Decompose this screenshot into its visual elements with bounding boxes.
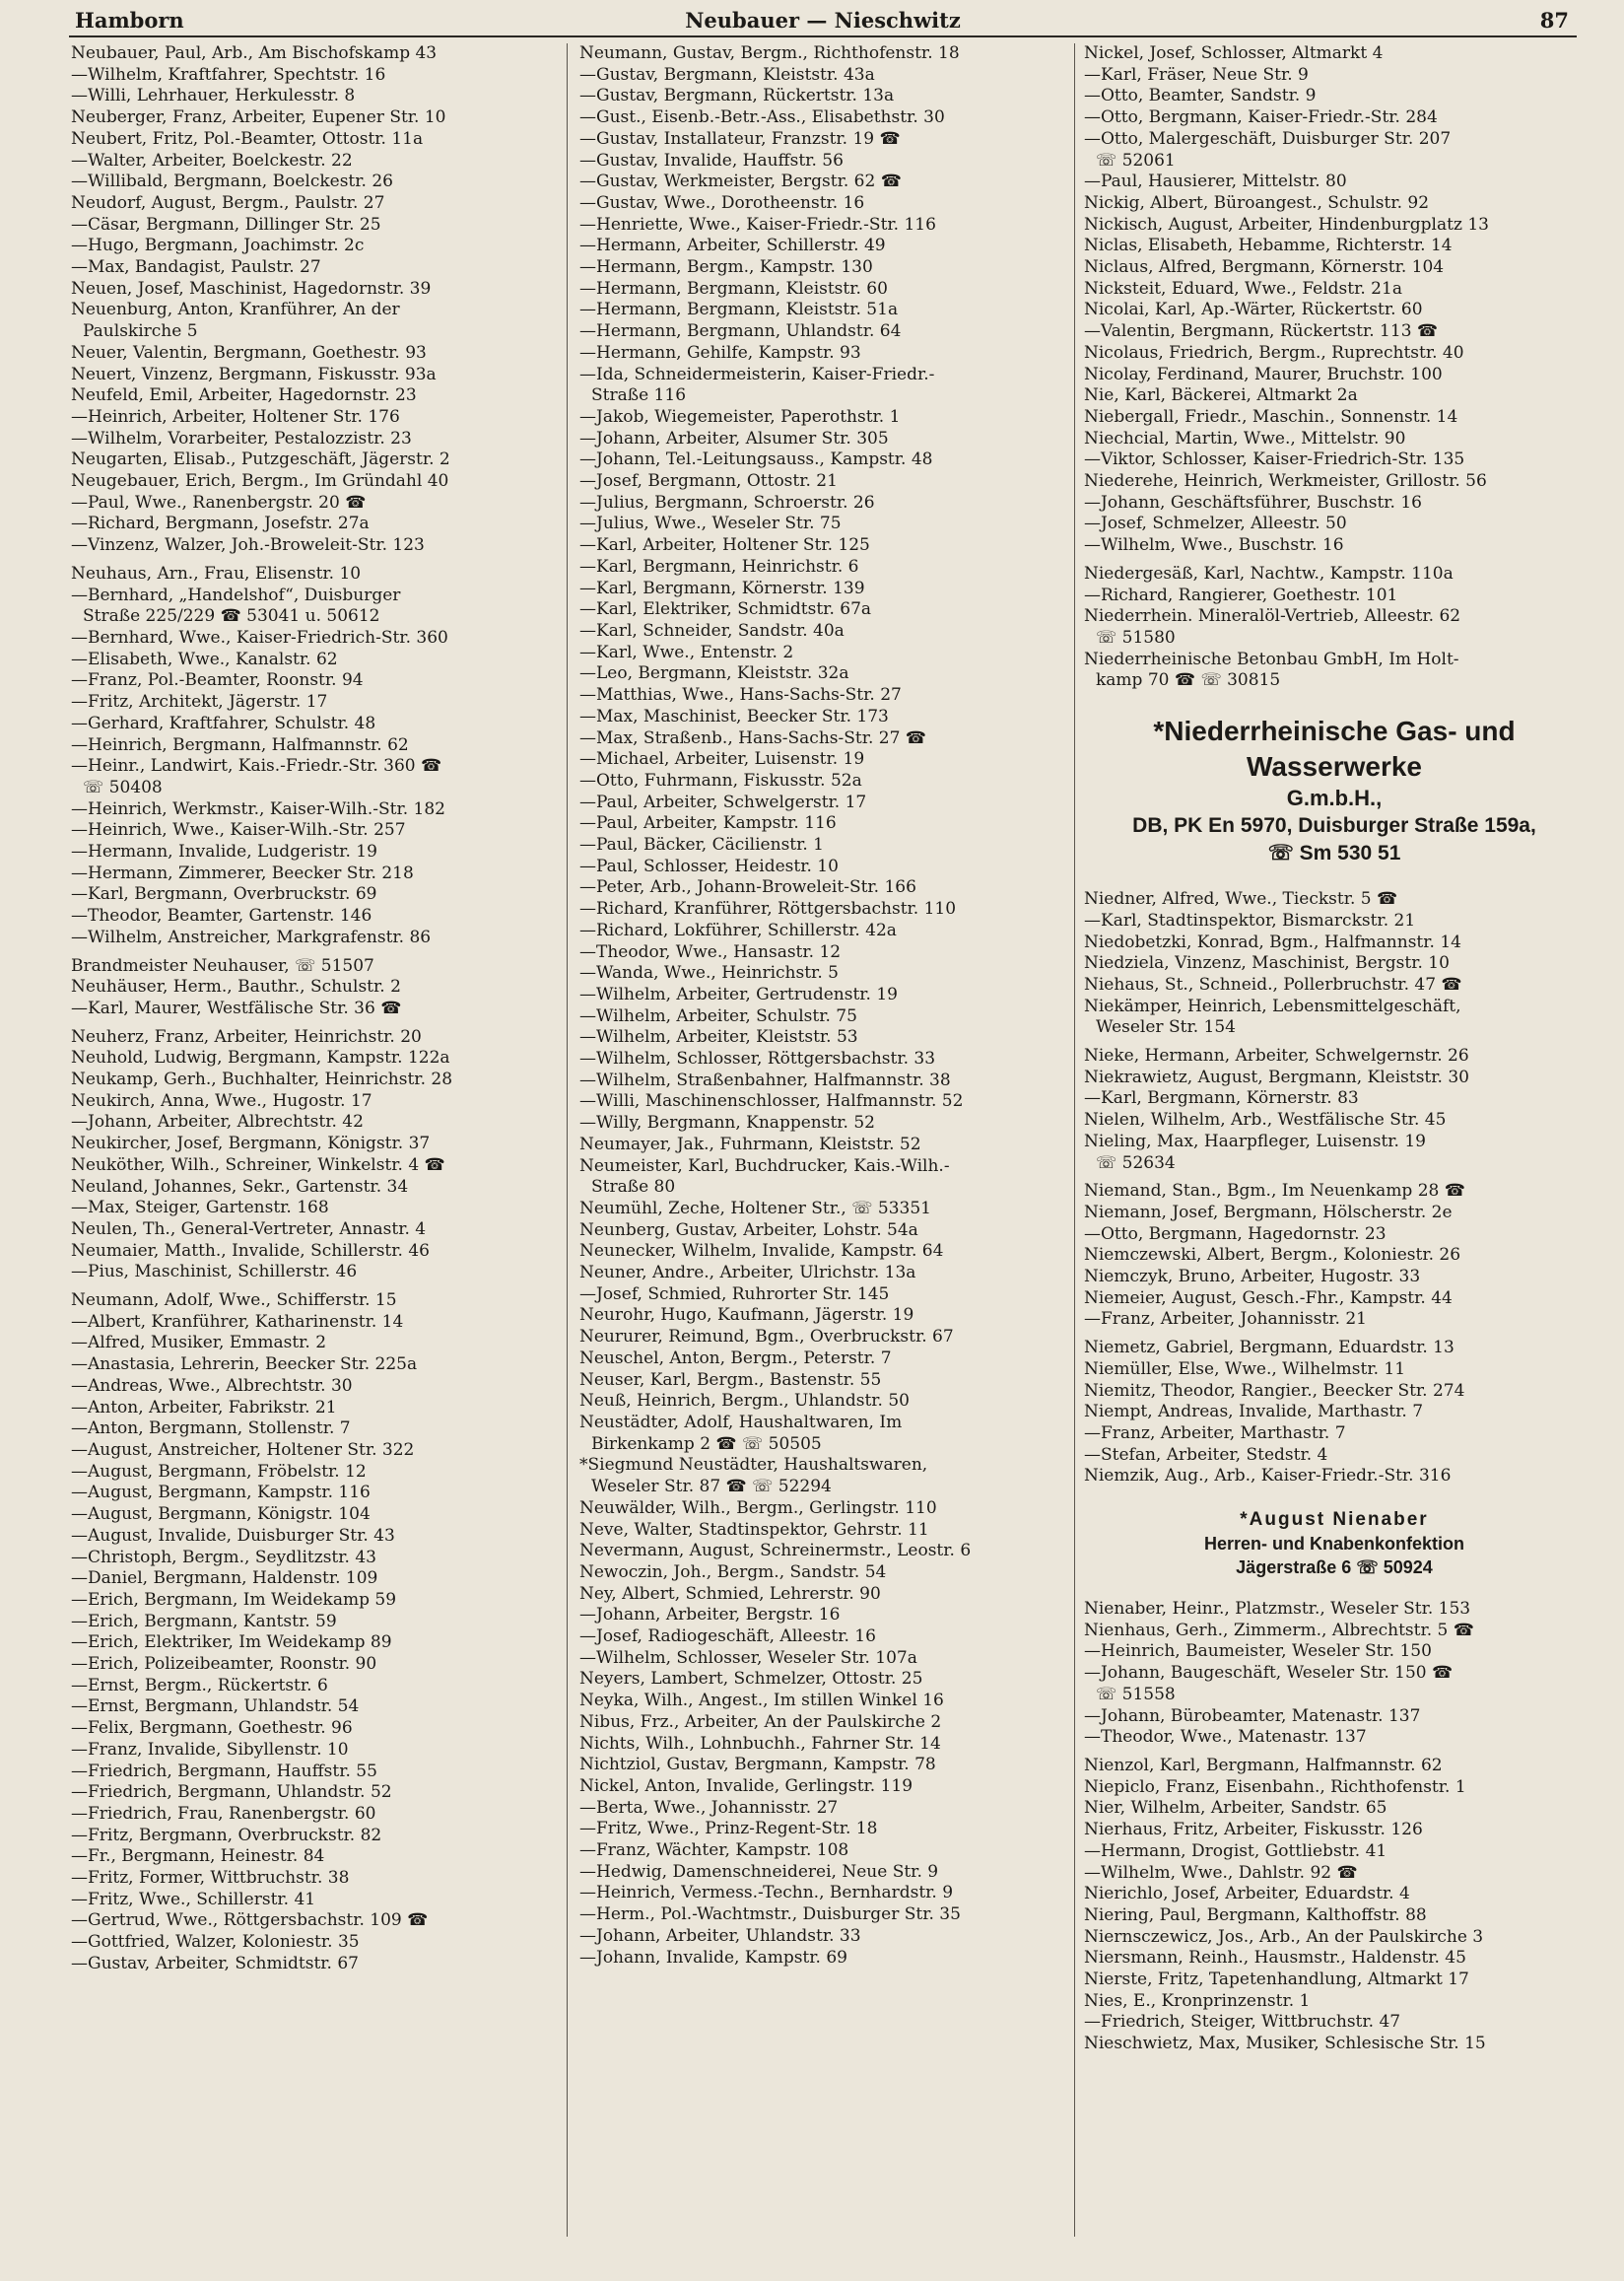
directory-entry: —Theodor, Beamter, Gartenstr. 146 [71, 906, 372, 927]
directory-entry: —Karl, Arbeiter, Holtener Str. 125 [579, 535, 870, 556]
directory-entry: Niempt, Andreas, Invalide, Marthastr. 7 [1084, 1402, 1424, 1422]
directory-entry: Neve, Walter, Stadtinspektor, Gehrstr. 11 [579, 1519, 929, 1540]
directory-entry: Neurohr, Hugo, Kaufmann, Jägerstr. 19 [579, 1305, 914, 1326]
directory-entry: Nichtziol, Gustav, Bergmann, Kampstr. 78 [579, 1755, 936, 1775]
directory-entry: Nicksteit, Eduard, Wwe., Feldstr. 21a [1084, 278, 1402, 299]
directory-entry: —Gustav, Arbeiter, Schmidtstr. 67 [71, 1953, 359, 1973]
directory-entry: —Richard, Kranführer, Röttgersbachstr. 110 [579, 899, 957, 920]
directory-entry: —Peter, Arb., Johann-Broweleit-Str. 166 [579, 877, 916, 898]
directory-entry: —August, Invalide, Duisburger Str. 43 [71, 1525, 395, 1546]
column-1 [71, 43, 552, 2271]
directory-entry: —Heinrich, Wwe., Kaiser-Wilh.-Str. 257 [71, 820, 406, 841]
directory-entry: —Gertrud, Wwe., Röttgersbachstr. 109 ☎ [71, 1910, 429, 1931]
directory-entry: Neufeld, Emil, Arbeiter, Hagedornstr. 23 [71, 385, 417, 406]
page-number: 87 [1539, 8, 1569, 33]
directory-entry: —Franz, Arbeiter, Marthastr. 7 [1084, 1422, 1346, 1443]
entry-gap [71, 1283, 552, 1290]
directory-entry: —Wilhelm, Straßenbahner, Halfmannstr. 38 [579, 1070, 951, 1090]
directory-entry: Niclaus, Alfred, Bergmann, Körnerstr. 104 [1084, 257, 1445, 278]
directory-entry: Niedergesäß, Karl, Nachtw., Kampstr. 110a [1084, 563, 1454, 584]
directory-entry: —Herm., Pol.-Wachtmstr., Duisburger Str. 35 [579, 1904, 961, 1925]
directory-entry: Neuert, Vinzenz, Bergmann, Fiskusstr. 93a [71, 364, 437, 384]
directory-entry: —Willi, Lehrhauer, Herkulesstr. 8 [71, 86, 356, 106]
directory-entry: —Walter, Arbeiter, Boelckestr. 22 [71, 150, 353, 171]
directory-entry: —Julius, Bergmann, Schroerstr. 26 [579, 492, 875, 513]
directory-entry: Nies, E., Kronprinzenstr. 1 [1084, 1990, 1311, 2011]
ad-line: Jägerstraße 6 ☏ 50924 [1236, 1557, 1433, 1578]
directory-entry: Neunecker, Wilhelm, Invalide, Kampstr. 64 [579, 1241, 944, 1262]
directory-entry: Niemann, Josef, Bergmann, Hölscherstr. 2e [1084, 1202, 1453, 1222]
directory-entry: —August, Anstreicher, Holtener Str. 322 [71, 1440, 415, 1460]
directory-entry: —Matthias, Wwe., Hans-Sachs-Str. 27 [579, 685, 902, 706]
directory-entry: Neumann, Gustav, Bergm., Richthofenstr. 18 [579, 43, 960, 63]
directory-entry: Niedziela, Vinzenz, Maschinist, Bergstr. 10 [1084, 953, 1450, 974]
directory-entry: —Erich, Bergmann, Kantstr. 59 [71, 1611, 337, 1631]
directory-entry: —Henriette, Wwe., Kaiser-Friedr.-Str. 116 [579, 214, 936, 235]
directory-entry: —Franz, Invalide, Sibyllenstr. 10 [71, 1739, 349, 1760]
directory-entry: —Leo, Bergmann, Kleiststr. 32a [579, 663, 849, 684]
directory-entry: —Wanda, Wwe., Heinrichstr. 5 [579, 963, 839, 984]
directory-entry: —Richard, Rangierer, Goethestr. 101 [1084, 585, 1398, 605]
directory-entry: Neuwälder, Wilh., Bergm., Gerlingstr. 110 [579, 1497, 937, 1518]
directory-entry: Neubauer, Paul, Arb., Am Bischofskamp 43 [71, 43, 438, 63]
ad-line: ☏ Sm 530 51 [1267, 842, 1401, 865]
entry-gap [1084, 1039, 1585, 1046]
column-2 [579, 43, 1066, 2271]
header-range: Neubauer — Nieschwitz [685, 8, 961, 33]
directory-entry: Nielen, Wilhelm, Arb., Westfälische Str. 45 [1084, 1110, 1447, 1131]
directory-entry: Neuschel, Anton, Bergm., Peterstr. 7 [579, 1348, 892, 1368]
directory-entry: Neuenburg, Anton, Kranführer, An der [71, 300, 400, 320]
directory-entry: Nickel, Anton, Invalide, Gerlingstr. 119 [579, 1775, 914, 1796]
directory-entry: —Hugo, Bergmann, Joachimstr. 2c [71, 236, 365, 256]
directory-entry: —Albert, Kranführer, Katharinenstr. 14 [71, 1311, 404, 1332]
directory-entry: —Otto, Beamter, Sandstr. 9 [1084, 86, 1317, 106]
directory-entry: —Karl, Schneider, Sandstr. 40a [579, 620, 845, 641]
directory-entry: —Johann, Arbeiter, Alsumer Str. 305 [579, 428, 889, 449]
directory-entry: Niederehe, Heinrich, Werkmeister, Grillostr. 56 [1084, 471, 1487, 492]
directory-entry: —Johann, Geschäftsführer, Buschstr. 16 [1084, 492, 1422, 513]
directory-entry: Nierichlo, Josef, Arbeiter, Eduardstr. 4 [1084, 1884, 1410, 1904]
directory-entry: —Fr., Bergmann, Heinestr. 84 [71, 1846, 325, 1867]
directory-entry: Neyka, Wilh., Angest., Im stillen Winkel 16 [579, 1691, 944, 1711]
directory-entry: —Anton, Arbeiter, Fabrikstr. 21 [71, 1397, 337, 1417]
directory-entry: —Willy, Bergmann, Knappenstr. 52 [579, 1113, 875, 1134]
column-divider [1074, 43, 1075, 2237]
directory-entry: —Wilhelm, Kraftfahrer, Spechtstr. 16 [71, 64, 386, 85]
directory-entry: —Richard, Bergmann, Josefstr. 27a [71, 514, 370, 534]
directory-entry: —Bernhard, „Handelshof“, Duisburger [71, 585, 401, 605]
directory-entry: —Karl, Bergmann, Heinrichstr. 6 [579, 556, 859, 577]
directory-entry: Niemitz, Theodor, Rangier., Beecker Str. 274 [1084, 1380, 1465, 1401]
directory-entry: Niekrawietz, August, Bergmann, Kleiststr. 30 [1084, 1067, 1469, 1087]
directory-entry: —Karl, Elektriker, Schmidtstr. 67a [579, 599, 872, 620]
directory-entry: Nienaber, Heinr., Platzmstr., Weseler Str. 153 [1084, 1599, 1471, 1620]
directory-entry: Neumann, Adolf, Wwe., Schifferstr. 15 [71, 1290, 397, 1311]
directory-entry: Niepiclo, Franz, Eisenbahn., Richthofenstr. 1 [1084, 1776, 1466, 1797]
directory-entry: —Hermann, Zimmerer, Beecker Str. 218 [71, 863, 414, 883]
directory-entry: —Heinrich, Baumeister, Weseler Str. 150 [1084, 1641, 1432, 1662]
directory-entry: —Willi, Maschinenschlosser, Halfmannstr. 52 [579, 1091, 964, 1112]
directory-entry: Nieschwietz, Max, Musiker, Schlesische Str. 15 [1084, 2034, 1486, 2054]
directory-entry: Nienzol, Karl, Bergmann, Halfmannstr. 62 [1084, 1756, 1443, 1775]
directory-entry: —Ida, Schneidermeisterin, Kaiser-Friedr.- [579, 364, 935, 384]
directory-entry: —Willibald, Bergmann, Boelckestr. 26 [71, 172, 393, 192]
directory-entry: —Gustav, Bergmann, Kleiststr. 43a [579, 64, 875, 85]
directory-entry: Neuer, Valentin, Bergmann, Goethestr. 93 [71, 342, 427, 363]
directory-entry: —Wilhelm, Arbeiter, Kleiststr. 53 [579, 1027, 858, 1048]
directory-entry: —Ernst, Bergm., Rückertstr. 6 [71, 1675, 328, 1695]
entry-continuation: Straße 116 [591, 385, 687, 406]
directory-entry: Niemczyk, Bruno, Arbeiter, Hugostr. 33 [1084, 1267, 1421, 1287]
directory-entry: —Richard, Lokführer, Schillerstr. 42a [579, 920, 897, 940]
directory-entry: —Wilhelm, Arbeiter, Schulstr. 75 [579, 1005, 857, 1026]
directory-entry: —Gustav, Installateur, Franzstr. 19 ☎ [579, 128, 901, 149]
directory-entry: —Johann, Baugeschäft, Weseler Str. 150 ☎ [1084, 1663, 1454, 1684]
directory-entry: —Karl, Fräser, Neue Str. 9 [1084, 64, 1309, 85]
entry-gap [71, 1020, 552, 1027]
directory-entry: —Hermann, Bergm., Kampstr. 130 [579, 257, 873, 278]
directory-entry: —Wilhelm, Wwe., Dahlstr. 92 ☎ [1084, 1862, 1358, 1883]
entry-continuation: ☏ 52061 [1096, 150, 1176, 171]
directory-entry: Nickisch, August, Arbeiter, Hindenburgplatz 13 [1084, 214, 1489, 235]
directory-entry: —Fritz, Wwe., Prinz-Regent-Str. 18 [579, 1819, 878, 1839]
directory-entry: Neubert, Fritz, Pol.-Beamter, Ottostr. 11a [71, 128, 424, 149]
entry-continuation: ☏ 51558 [1096, 1684, 1176, 1704]
directory-entry: Niekämper, Heinrich, Lebensmittelgeschäft, [1084, 996, 1461, 1016]
directory-entry: —Paul, Wwe., Ranenbergstr. 20 ☎ [71, 492, 367, 513]
directory-entry: Niemzik, Aug., Arb., Kaiser-Friedr.-Str. 316 [1084, 1466, 1452, 1486]
directory-entry: —Anastasia, Lehrerin, Beecker Str. 225a [71, 1354, 418, 1375]
directory-entry: —Josef, Schmied, Ruhrorter Str. 145 [579, 1283, 890, 1304]
directory-entry: Neuner, Andre., Arbeiter, Ulrichstr. 13a [579, 1263, 916, 1283]
entry-continuation: Straße 80 [591, 1177, 676, 1198]
header-city: Hamborn [75, 8, 184, 33]
directory-entry: —Hermann, Gehilfe, Kampstr. 93 [579, 342, 861, 363]
entry-gap [71, 557, 552, 564]
entry-gap [71, 949, 552, 956]
entry-gap [1084, 557, 1585, 564]
directory-entry: —Friedrich, Bergmann, Hauffstr. 55 [71, 1761, 377, 1781]
directory-entry: Neuherz, Franz, Arbeiter, Heinrichstr. 20 [71, 1026, 422, 1047]
directory-entry: —Pius, Maschinist, Schillerstr. 46 [71, 1262, 358, 1282]
directory-entry: Neuhäuser, Herm., Bauthr., Schulstr. 2 [71, 977, 401, 998]
directory-entry: —Johann, Arbeiter, Bergstr. 16 [579, 1605, 841, 1625]
column-divider [567, 43, 568, 2237]
directory-entry: —Karl, Bergmann, Overbruckstr. 69 [71, 884, 377, 905]
directory-entry: Nieke, Hermann, Arbeiter, Schwelgernstr. 26 [1084, 1046, 1469, 1067]
ad-line: G.m.b.H., [1286, 786, 1383, 811]
directory-entry: —Erich, Bergmann, Im Weidekamp 59 [71, 1589, 397, 1610]
ad-line: *Niederrheinische Gas- und Wasserwerke [1153, 716, 1516, 783]
directory-entry: —Fritz, Wwe., Schillerstr. 41 [71, 1889, 316, 1909]
directory-entry: —Hermann, Drogist, Gottliebstr. 41 [1084, 1840, 1387, 1861]
directory-entry: Neukircher, Josef, Bergmann, Königstr. 37 [71, 1134, 431, 1154]
directory-entry: —Gustav, Werkmeister, Bergstr. 62 ☎ [579, 172, 902, 192]
directory-entry: —Paul, Arbeiter, Kampstr. 116 [579, 813, 837, 834]
directory-entry: —Heinrich, Werkmstr., Kaiser-Wilh.-Str. 182 [71, 798, 445, 819]
page-header [69, 6, 1577, 37]
directory-entry: —Paul, Arbeiter, Schwelgerstr. 17 [579, 792, 867, 812]
directory-entry: —Vinzenz, Walzer, Joh.-Broweleit-Str. 123 [71, 535, 425, 556]
directory-entry: Nibus, Frz., Arbeiter, An der Paulskirche 2 [579, 1711, 942, 1732]
directory-entry: Nickel, Josef, Schlosser, Altmarkt 4 [1084, 43, 1384, 63]
directory-entry: Nicolai, Karl, Ap.-Wärter, Rückertstr. 60 [1084, 300, 1423, 320]
directory-entry: —Wilhelm, Anstreicher, Markgrafenstr. 86 [71, 927, 432, 947]
directory-entry: —Erich, Elektriker, Im Weidekamp 89 [71, 1632, 392, 1653]
directory-entry: —Johann, Tel.-Leitungsauss., Kampstr. 48 [579, 449, 933, 470]
directory-entry: —Friedrich, Bergmann, Uhlandstr. 52 [71, 1782, 392, 1803]
advertisement [1084, 714, 1585, 867]
directory-entry: —Gustav, Bergmann, Rückertstr. 13a [579, 86, 895, 106]
directory-entry: —Paul, Schlosser, Heidestr. 10 [579, 856, 839, 876]
directory-entry: —Karl, Bergmann, Körnerstr. 83 [1084, 1088, 1359, 1109]
directory-entry: —Otto, Bergmann, Hagedornstr. 23 [1084, 1223, 1387, 1244]
directory-entry: —Theodor, Wwe., Matenastr. 137 [1084, 1727, 1367, 1748]
directory-entry: Nie, Karl, Bäckerei, Altmarkt 2a [1084, 385, 1358, 406]
directory-entry: —Wilhelm, Vorarbeiter, Pestalozzistr. 23 [71, 428, 412, 449]
directory-entry: Niemeier, August, Gesch.-Fhr., Kampstr. 44 [1084, 1287, 1453, 1308]
ad-line: DB, PK En 5970, Duisburger Straße 159a, [1132, 814, 1536, 838]
directory-entry: —Felix, Bergmann, Goethestr. 96 [71, 1718, 353, 1739]
directory-entry: Neuhaus, Arn., Frau, Elisenstr. 10 [71, 563, 362, 584]
directory-entry: —Hermann, Bergmann, Kleiststr. 60 [579, 278, 888, 299]
entry-continuation: ☏ 50408 [83, 777, 163, 797]
directory-entry: —Stefan, Arbeiter, Stedstr. 4 [1084, 1444, 1328, 1465]
directory-entry: —Friedrich, Frau, Ranenbergstr. 60 [71, 1803, 376, 1824]
entry-continuation: ☏ 52634 [1096, 1152, 1176, 1173]
directory-entry: Niernsczewicz, Jos., Arb., An der Paulskirche 3 [1084, 1926, 1484, 1947]
directory-entry: —Franz, Wächter, Kampstr. 108 [579, 1840, 849, 1861]
directory-entry: —Johann, Invalide, Kampstr. 69 [579, 1947, 847, 1968]
directory-entry: Neugebauer, Erich, Bergm., Im Gründahl 40 [71, 471, 449, 492]
directory-entry: —Karl, Bergmann, Körnerstr. 139 [579, 578, 865, 598]
directory-entry: Niemüller, Else, Wwe., Wilhelmstr. 11 [1084, 1358, 1406, 1379]
directory-entry: Nicolaus, Friedrich, Bergm., Ruprechtstr. 40 [1084, 342, 1464, 363]
directory-entry: Niehaus, St., Schneid., Pollerbruchstr. 47 ☎ [1084, 974, 1462, 995]
directory-entry: Niedobetzki, Konrad, Bgm., Halfmannstr. 14 [1084, 932, 1461, 952]
directory-entry: —Johann, Arbeiter, Albrechtstr. 42 [71, 1112, 364, 1133]
directory-entry: —Josef, Bergmann, Ottostr. 21 [579, 471, 838, 492]
directory-entry: Niechcial, Martin, Wwe., Mittelstr. 90 [1084, 428, 1406, 449]
directory-entry: Niemand, Stan., Bgm., Im Neuenkamp 28 ☎ [1084, 1181, 1465, 1202]
directory-entry: Neuberger, Franz, Arbeiter, Eupener Str. 10 [71, 107, 446, 128]
directory-entry: Neururer, Reimund, Bgm., Overbruckstr. 67 [579, 1327, 954, 1348]
directory-entry: Nichts, Wilh., Lohnbuchh., Fahrner Str. 14 [579, 1733, 941, 1754]
directory-entry: —Christoph, Bergm., Seydlitzstr. 43 [71, 1547, 376, 1567]
directory-entry: —Bernhard, Wwe., Kaiser-Friedrich-Str. 360 [71, 627, 448, 648]
directory-entry: —Hermann, Arbeiter, Schillerstr. 49 [579, 236, 886, 256]
directory-entry: —Max, Straßenb., Hans-Sachs-Str. 27 ☎ [579, 727, 926, 748]
directory-entry: Neudorf, August, Bergm., Paulstr. 27 [71, 192, 385, 213]
directory-entry: Niersmann, Reinh., Hausmstr., Haldenstr. 45 [1084, 1948, 1466, 1969]
directory-entry: Neuß, Heinrich, Bergm., Uhlandstr. 50 [579, 1391, 910, 1412]
directory-entry: —Heinrich, Bergmann, Halfmannstr. 62 [71, 734, 409, 755]
directory-entry: —Max, Maschinist, Beecker Str. 173 [579, 706, 889, 726]
directory-entry: —Fritz, Bergmann, Overbruckstr. 82 [71, 1825, 382, 1845]
directory-entry: Nierste, Fritz, Tapetenhandlung, Altmarkt 17 [1084, 1970, 1469, 1990]
column-3 [1084, 43, 1585, 2271]
entry-continuation: Weseler Str. 87 ☎ ☏ 52294 [591, 1477, 832, 1497]
directory-entry: Niemetz, Gabriel, Bergmann, Eduardstr. 13 [1084, 1338, 1455, 1358]
entry-gap [1084, 1749, 1585, 1756]
directory-entry: —Viktor, Schlosser, Kaiser-Friedrich-Str. 135 [1084, 449, 1465, 470]
entry-continuation: Paulskirche 5 [83, 321, 198, 342]
directory-entry: Nienhaus, Gerh., Zimmerm., Albrechtstr. 5 ☎ [1084, 1620, 1474, 1640]
entry-gap [1084, 1331, 1585, 1338]
directory-entry: —August, Bergmann, Königstr. 104 [71, 1504, 371, 1525]
entry-continuation: kamp 70 ☎ ☏ 30815 [1096, 670, 1281, 691]
directory-entry: Neuhold, Ludwig, Bergmann, Kampstr. 122a [71, 1048, 450, 1069]
directory-entry: —Hedwig, Damenschneiderei, Neue Str. 9 [579, 1861, 939, 1882]
entry-continuation: Weseler Str. 154 [1096, 1017, 1236, 1038]
directory-entry: —Max, Steiger, Gartenstr. 168 [71, 1198, 329, 1218]
entry-continuation: Birkenkamp 2 ☎ ☏ 50505 [591, 1433, 822, 1454]
directory-entry: Nevermann, August, Schreinermstr., Leostr. 6 [579, 1541, 972, 1561]
directory-entry: Niclas, Elisabeth, Hebamme, Richterstr. 14 [1084, 236, 1453, 256]
directory-entry: —Gerhard, Kraftfahrer, Schulstr. 48 [71, 713, 376, 733]
directory-entry: —Karl, Maurer, Westfälische Str. 36 ☎ [71, 998, 402, 1018]
directory-entry: —Josef, Radiogeschäft, Alleestr. 16 [579, 1626, 876, 1647]
directory-entry: —Gustav, Wwe., Dorotheenstr. 16 [579, 192, 865, 213]
directory-entry: —Heinr., Landwirt, Kais.-Friedr.-Str. 360 ☎ [71, 756, 442, 777]
directory-entry: Neuen, Josef, Maschinist, Hagedornstr. 39 [71, 278, 432, 299]
directory-entry: Niering, Paul, Bergmann, Kalthoffstr. 88 [1084, 1904, 1427, 1925]
directory-entry: —Cäsar, Bergmann, Dillinger Str. 25 [71, 214, 381, 235]
directory-entry: Neuland, Johannes, Sekr., Gartenstr. 34 [71, 1176, 409, 1197]
directory-entry: Niedner, Alfred, Wwe., Tieckstr. 5 ☎ [1084, 889, 1398, 910]
directory-entry: —Andreas, Wwe., Albrechtstr. 30 [71, 1375, 353, 1396]
directory-entry: —Jakob, Wiegemeister, Paperothstr. 1 [579, 406, 901, 427]
directory-entry: —Josef, Schmelzer, Alleestr. 50 [1084, 514, 1347, 534]
directory-entry: —Theodor, Wwe., Hansastr. 12 [579, 941, 842, 962]
entry-gap [1084, 1174, 1585, 1181]
directory-entry: —Friedrich, Steiger, Wittbruchstr. 47 [1084, 2012, 1401, 2033]
directory-entry: —Gust., Eisenb.-Betr.-Ass., Elisabethstr. 30 [579, 107, 945, 128]
directory-entry: Newoczin, Joh., Bergm., Sandstr. 54 [579, 1561, 887, 1582]
directory-entry: —Gottfried, Walzer, Koloniestr. 35 [71, 1932, 360, 1953]
directory-entry: —Max, Bandagist, Paulstr. 27 [71, 257, 321, 278]
directory-entry: —Johann, Arbeiter, Uhlandstr. 33 [579, 1925, 861, 1946]
directory-entry: Nierhaus, Fritz, Arbeiter, Fiskusstr. 126 [1084, 1820, 1423, 1840]
directory-entry: —Berta, Wwe., Johannisstr. 27 [579, 1797, 839, 1818]
directory-entry: —Gustav, Invalide, Hauffstr. 56 [579, 150, 844, 171]
directory-entry: —Valentin, Bergmann, Rückertstr. 113 ☎ [1084, 321, 1439, 342]
directory-entry: Neuköther, Wilh., Schreiner, Winkelstr. 4 ☎ [71, 1154, 445, 1175]
directory-entry: —Fritz, Architekt, Jägerstr. 17 [71, 692, 328, 713]
directory-entry: —Julius, Wwe., Weseler Str. 75 [579, 514, 842, 534]
directory-entry: Neyers, Lambert, Schmelzer, Ottostr. 25 [579, 1669, 923, 1690]
directory-entry: —Hermann, Bergmann, Uhlandstr. 64 [579, 321, 902, 342]
directory-entry: Neuser, Karl, Bergm., Bastenstr. 55 [579, 1369, 882, 1390]
directory-entry: —Daniel, Bergmann, Haldenstr. 109 [71, 1568, 378, 1589]
directory-entry: —Anton, Bergmann, Stollenstr. 7 [71, 1418, 351, 1439]
directory-entry: Neugarten, Elisab., Putzgeschäft, Jägerstr. 2 [71, 449, 450, 470]
directory-entry: —Wilhelm, Arbeiter, Gertrudenstr. 19 [579, 984, 898, 1004]
directory-entry: —Wilhelm, Schlosser, Röttgersbachstr. 33 [579, 1049, 936, 1070]
directory-entry: Niederrheinische Betonbau GmbH, Im Holt- [1084, 649, 1459, 669]
directory-entry: Niemczewski, Albert, Bergm., Koloniestr. 26 [1084, 1245, 1461, 1266]
directory-entry: Brandmeister Neuhauser, ☏ 51507 [71, 955, 374, 976]
directory-entry: Neumeister, Karl, Buchdrucker, Kais.-Wilh.- [579, 1155, 950, 1176]
directory-entry: —Ernst, Bergmann, Uhlandstr. 54 [71, 1696, 360, 1717]
directory-entry: Niederrhein. Mineralöl-Vertrieb, Alleestr. 62 [1084, 606, 1461, 627]
ad-line: Herren- und Knabenkonfektion [1203, 1534, 1464, 1555]
directory-entry: Ney, Albert, Schmied, Lehrerstr. 90 [579, 1583, 881, 1604]
directory-entry: —Otto, Malergeschäft, Duisburger Str. 207 [1084, 128, 1452, 149]
directory-entry: —Erich, Polizeibeamter, Roonstr. 90 [71, 1654, 377, 1675]
directory-entry: —Paul, Bäcker, Cäcilienstr. 1 [579, 835, 825, 856]
directory-entry: —Elisabeth, Wwe., Kanalstr. 62 [71, 649, 338, 669]
directory-entry: —Alfred, Musiker, Emmastr. 2 [71, 1333, 327, 1353]
directory-entry: —Franz, Pol.-Beamter, Roonstr. 94 [71, 670, 364, 691]
directory-entry: —Wilhelm, Schlosser, Weseler Str. 107a [579, 1647, 917, 1668]
directory-entry: Nickig, Albert, Büroangest., Schulstr. 92 [1084, 192, 1430, 213]
directory-entry: —Hermann, Bergmann, Kleiststr. 51a [579, 300, 899, 320]
directory-entry: Nieling, Max, Haarpfleger, Luisenstr. 19 [1084, 1131, 1426, 1151]
directory-entry: —Otto, Bergmann, Kaiser-Friedr.-Str. 284 [1084, 107, 1438, 128]
directory-entry: —Fritz, Former, Wittbruchstr. 38 [71, 1868, 350, 1889]
advertisement [1084, 1507, 1585, 1579]
directory-entry: Nier, Wilhelm, Arbeiter, Sandstr. 65 [1084, 1798, 1387, 1819]
directory-entry: Niebergall, Friedr., Maschin., Sonnenstr. 14 [1084, 406, 1458, 427]
directory-entry: —Karl, Stadtinspektor, Bismarckstr. 21 [1084, 910, 1416, 931]
directory-entry: —Hermann, Invalide, Ludgeristr. 19 [71, 842, 377, 863]
ad-line: *August Nienaber [1240, 1509, 1429, 1531]
directory-entry: Neumayer, Jak., Fuhrmann, Kleiststr. 52 [579, 1134, 921, 1154]
entry-continuation: Straße 225/229 ☎ 53041 u. 50612 [83, 606, 380, 627]
directory-entry: Neunberg, Gustav, Arbeiter, Lohstr. 54a [579, 1219, 918, 1240]
directory-entry: —Heinrich, Arbeiter, Holtener Str. 176 [71, 406, 400, 427]
directory-entry: —Wilhelm, Wwe., Buschstr. 16 [1084, 535, 1344, 556]
directory-entry: Nicolay, Ferdinand, Maurer, Bruchstr. 100 [1084, 364, 1443, 384]
directory-entry: —Otto, Fuhrmann, Fiskusstr. 52a [579, 770, 862, 791]
directory-entry: Neumühl, Zeche, Holtener Str., ☏ 53351 [579, 1198, 931, 1218]
directory-entry: —Heinrich, Vermess.-Techn., Bernhardstr. 9 [579, 1883, 954, 1903]
directory-entry: —August, Bergmann, Kampstr. 116 [71, 1483, 371, 1503]
directory-entry: Neumaier, Matth., Invalide, Schillerstr. 46 [71, 1240, 430, 1261]
directory-entry: *Siegmund Neustädter, Haushaltswaren, [579, 1455, 928, 1476]
directory-entry: —Karl, Wwe., Entenstr. 2 [579, 642, 794, 662]
directory-entry: —August, Bergmann, Fröbelstr. 12 [71, 1461, 367, 1482]
directory-entry: Neulen, Th., General-Vertreter, Annastr. 4 [71, 1218, 427, 1239]
directory-entry: —Paul, Hausierer, Mittelstr. 80 [1084, 172, 1347, 192]
directory-entry: —Johann, Bürobeamter, Matenastr. 137 [1084, 1705, 1421, 1726]
directory-entry: —Michael, Arbeiter, Luisenstr. 19 [579, 749, 865, 770]
directory-entry: Neukamp, Gerh., Buchhalter, Heinrichstr. 28 [71, 1070, 453, 1090]
entry-continuation: ☏ 51580 [1096, 627, 1176, 648]
directory-entry: —Franz, Arbeiter, Johannisstr. 21 [1084, 1309, 1367, 1330]
directory-entry: Neustädter, Adolf, Haushaltwaren, Im [579, 1413, 903, 1432]
directory-entry: Neukirch, Anna, Wwe., Hugostr. 17 [71, 1090, 372, 1111]
